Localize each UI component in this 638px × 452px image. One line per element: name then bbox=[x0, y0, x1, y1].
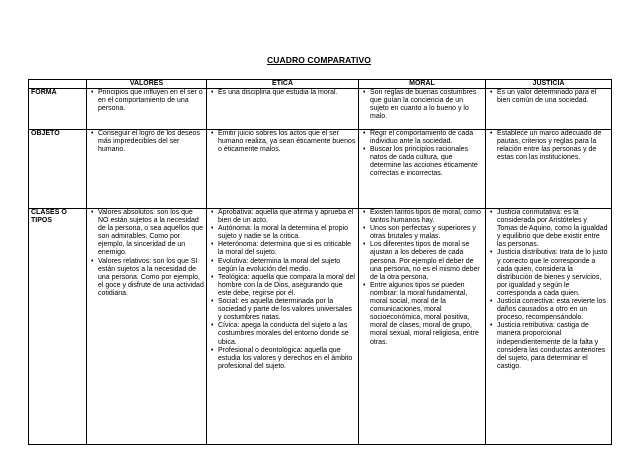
header-moral: MORAL bbox=[359, 80, 486, 89]
table-row bbox=[29, 130, 612, 209]
cell-moral bbox=[359, 89, 486, 130]
list-item: • Es una disciplina que estudia la moral. bbox=[218, 89, 356, 97]
list-item: • Existen tantos tipos de moral, como tantos humanos hay. bbox=[370, 209, 483, 225]
cell-justicia bbox=[486, 89, 612, 130]
list-item: • Evolutiva: determina la moral del sujeto según la evolución del medio. bbox=[218, 258, 356, 274]
list-item: • Buscar los principios racionales natos de cada cultura, que determine las acciones éticamente correctas e incorrectas. bbox=[370, 146, 483, 178]
list-item: • Social: es aquella determinada por la sociedad y parte de los valores universales y costumbres natas. bbox=[218, 298, 356, 322]
bullet-list bbox=[89, 130, 204, 154]
bullet-list bbox=[209, 130, 356, 154]
cell-moral bbox=[359, 130, 486, 209]
bullet-list bbox=[361, 89, 483, 121]
list-item: • Aprobativa: aquella que afirma y aprueba el bien de un acto. bbox=[218, 209, 356, 225]
bullet-list bbox=[361, 209, 483, 347]
table-header-row bbox=[29, 80, 612, 89]
cell-valores bbox=[87, 209, 207, 445]
cell-valores bbox=[87, 130, 207, 209]
bullet-list bbox=[488, 209, 609, 371]
list-item: • Teológica: aquella que compara la moral del hombre con la de Dios, asegurando que este debe, regirse por él. bbox=[218, 274, 356, 298]
list-item: • Valores absolutos: son los que NO están sujetos a la necesidad de la persona, o sea aquellos que son admirables. Como por ejemplo, la sinceridad de un enemigo. bbox=[98, 209, 204, 258]
list-item: • Unos son perfectas y superiores y otras brutales y malas. bbox=[370, 225, 483, 241]
row-label: CLASES O TIPOS bbox=[29, 209, 87, 445]
bullet-list bbox=[209, 209, 356, 371]
cell-etica bbox=[207, 89, 359, 130]
cell-moral bbox=[359, 209, 486, 445]
list-item: • Es un valor determinado para el bien común de una sociedad. bbox=[497, 89, 609, 105]
list-item: • Cívica: apega la conducta del sujeto a las costumbres morales del entorno donde se ubica. bbox=[218, 322, 356, 346]
bullet-list bbox=[488, 130, 609, 162]
list-item: • Los diferentes tipos de moral se ajustan a los deberes de cada persona. Por ejemplo el deber de una persona, no es el mismo deber de la otra persona. bbox=[370, 241, 483, 281]
comparison-table bbox=[28, 79, 612, 445]
bullet-list bbox=[361, 130, 483, 179]
list-item: • Valores relativos: son los que SI están sujetos a la necesidad de una persona. Como por ejemplo, el goce y disfrute de una actividad cotidiana. bbox=[98, 258, 204, 298]
list-item: • Conseguir el logro de los deseos más impredecibles del ser humano. bbox=[98, 130, 204, 154]
list-item: • Justicia correctiva: esta revierte los daños causados a otro en un proceso, recompensándolo. bbox=[497, 298, 609, 322]
cell-valores bbox=[87, 89, 207, 130]
list-item: • Emitir juicio sobres los actos que el ser humano realiza, ya sean éticamente buenos o éticamente malos. bbox=[218, 130, 356, 154]
bullet-list bbox=[209, 89, 356, 97]
page-title: CUADRO COMPARATIVO bbox=[267, 55, 371, 65]
row-label: OBJETO bbox=[29, 130, 87, 209]
bullet-list bbox=[89, 209, 204, 298]
list-item: • Justicia retributiva: castiga de manera proporcional independientemente de la falta y considera las conductas anteriores del sujeto, para determinar el castigo. bbox=[497, 322, 609, 371]
list-item: • Autónoma: la moral la determina el propio sujeto y nadie se la critica. bbox=[218, 225, 356, 241]
list-item: • Justicia distributiva: trata de lo justo y correcto que le corresponde a cada quien, considera la distribución de bienes y servicios, por igualdad y según le corresponda a cada quien. bbox=[497, 249, 609, 298]
cell-etica bbox=[207, 130, 359, 209]
list-item: • Regir el comportamiento de cada individuo ante la sociedad. bbox=[370, 130, 483, 146]
cell-justicia bbox=[486, 209, 612, 445]
list-item: • Justicia conmutativa: es la considerada por Aristóteles y Tomas de Aquino, como la igualdad y equilibrio que debe existir entre las personas. bbox=[497, 209, 609, 249]
row-label: FORMA bbox=[29, 89, 87, 130]
list-item: • Establece un marco adecuado de pautas, criterios y reglas para la relación entre las personas y de estas con las instituciones. bbox=[497, 130, 609, 162]
header-corner bbox=[29, 80, 87, 89]
table-row bbox=[29, 209, 612, 445]
header-valores: VALORES bbox=[87, 80, 207, 89]
cell-etica bbox=[207, 209, 359, 445]
bullet-list bbox=[488, 89, 609, 105]
table-row bbox=[29, 89, 612, 130]
list-item: • Heterónoma: determina que si es criticable la moral del sujeto. bbox=[218, 241, 356, 257]
header-etica: ETICA bbox=[207, 80, 359, 89]
list-item: • Son reglas de buenas costumbres que guían la conciencia de un sujeto en cuanto a lo bueno y lo malo. bbox=[370, 89, 483, 121]
cell-justicia bbox=[486, 130, 612, 209]
list-item: • Entre algunos tipos se pueden nombrar: la moral fundamental, moral social, moral de la comunicaciones, moral socioeconómica, moral positiva, moral de clases, moral de grupo, moral sexual, moral religiosa, entre otras. bbox=[370, 282, 483, 347]
bullet-list bbox=[89, 89, 204, 113]
list-item: • Profesional o deontológica: aquella que estudia los valores y derechos en el ámbito profesional del sujeto. bbox=[218, 347, 356, 371]
list-item: • Principios que influyen en el ser o en el comportamiento de una persona. bbox=[98, 89, 204, 113]
header-justicia: JUSTICIA bbox=[486, 80, 612, 89]
